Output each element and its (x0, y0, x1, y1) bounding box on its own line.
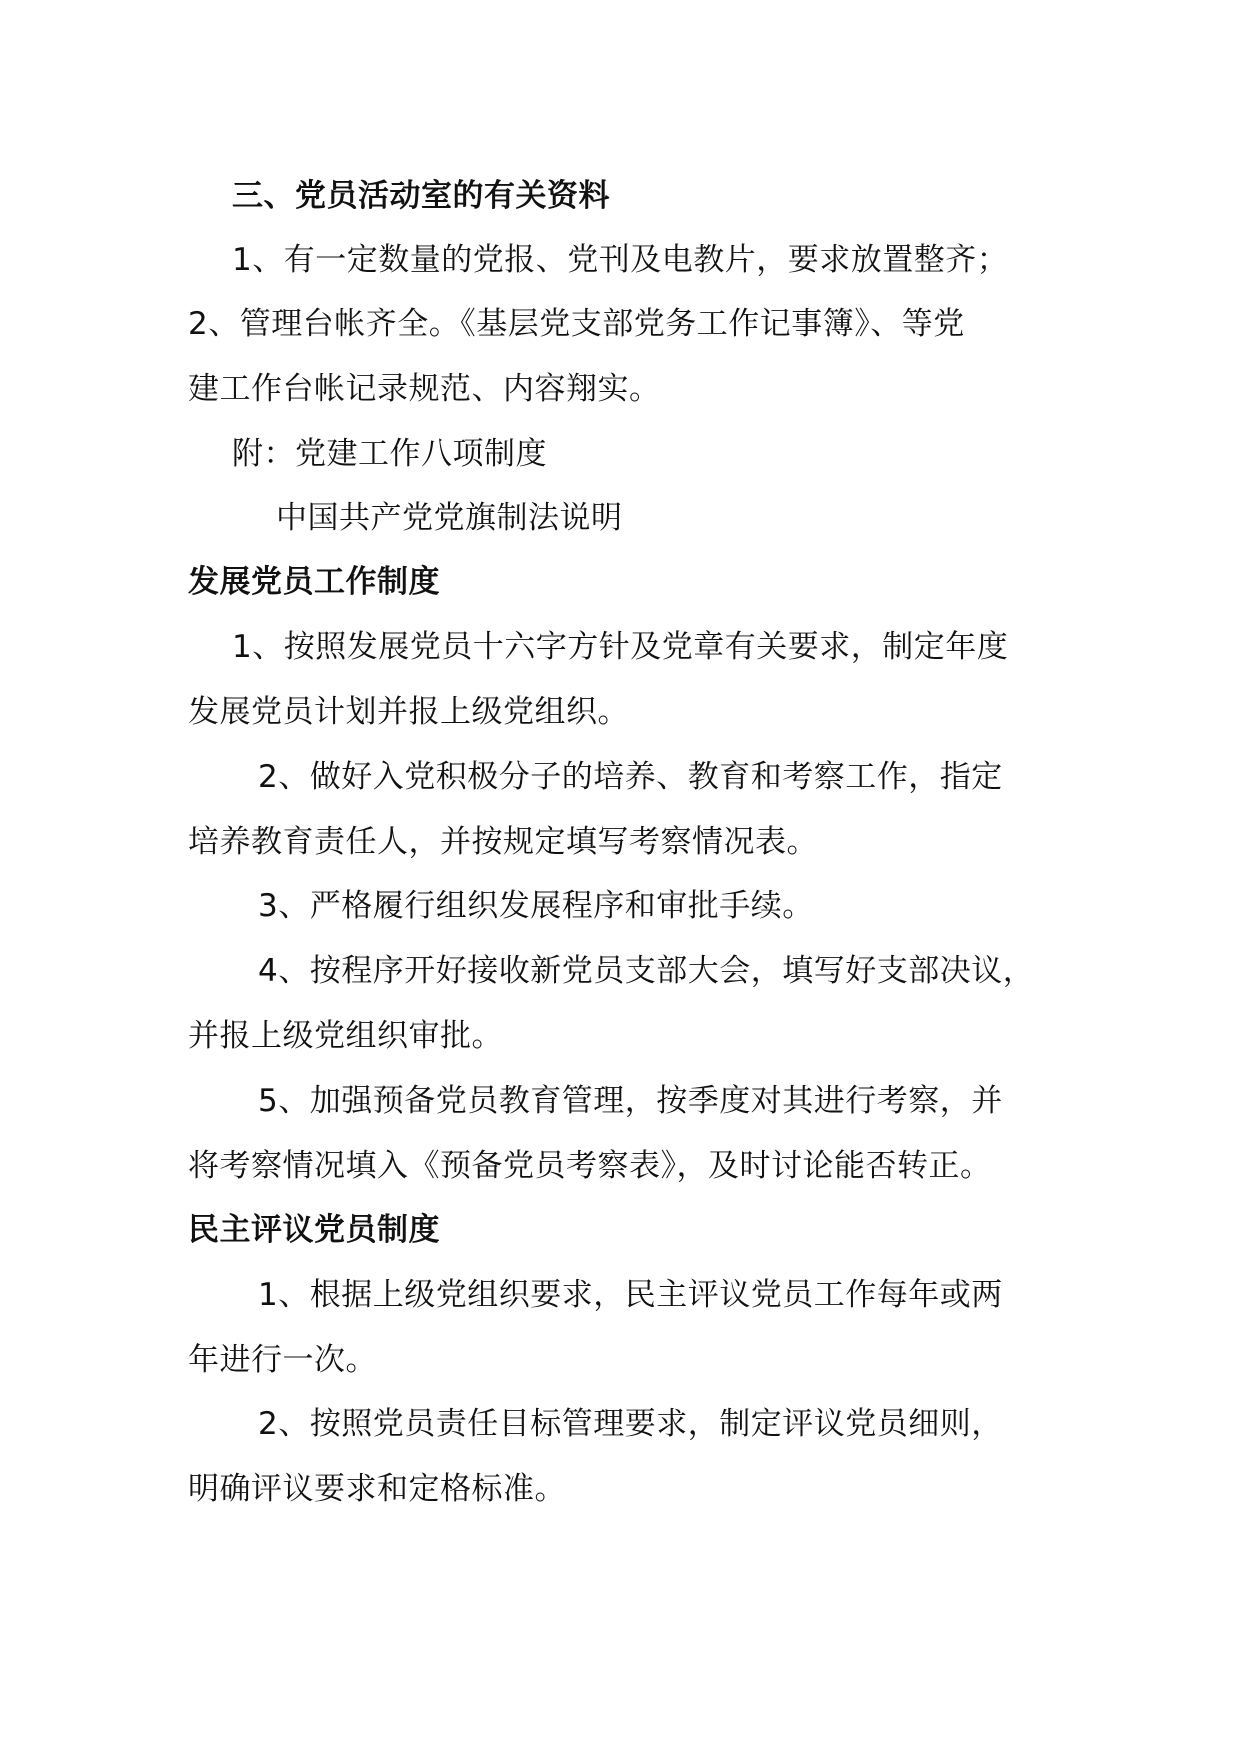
review-p1-line1: 1、根据上级党组织要求，民主评议党员工作每年或两 (258, 1277, 1003, 1313)
attachment-item: 中国共产党党旗制法说明 (276, 500, 623, 536)
development-p4-line2: 并报上级党组织审批。 (188, 1018, 503, 1054)
development-p2-line1: 2、做好入党积极分子的培养、教育和考察工作，指定 (258, 759, 1003, 795)
review-p2-line2: 明确评议要求和定格标准。 (188, 1471, 566, 1507)
development-p5-line1: 5、加强预备党员教育管理，按季度对其进行考察，并 (258, 1083, 1003, 1119)
development-p2-line2: 培养教育责任人，并按规定填写考察情况表。 (188, 824, 818, 860)
section3-heading: 三、党员活动室的有关资料 (232, 178, 610, 214)
section3-item1: 1、有一定数量的党报、党刊及电教片，要求放置整齐； (232, 242, 1009, 278)
section3-item2-line1: 2、管理台帐齐全。《基层党支部党务工作记事簿》、等党 (188, 306, 965, 342)
development-p4-line1: 4、按程序开好接收新党员支部大会，填写好支部决议， (258, 953, 1035, 989)
section3-item2-line2: 建工作台帐记录规范、内容翔实。 (188, 371, 661, 407)
development-p5-line2: 将考察情况填入《预备党员考察表》，及时讨论能否转正。 (188, 1148, 992, 1184)
review-p2-line1: 2、按照党员责任目标管理要求，制定评议党员细则， (258, 1406, 1003, 1442)
development-p1-line2: 发展党员计划并报上级党组织。 (188, 694, 629, 730)
review-p1-line2: 年进行一次。 (188, 1342, 377, 1378)
review-title: 民主评议党员制度 (188, 1212, 440, 1248)
development-title: 发展党员工作制度 (188, 564, 440, 600)
attachment-label: 附：党建工作八项制度 (232, 436, 547, 472)
development-p3-line1: 3、严格履行组织发展程序和审批手续。 (258, 888, 814, 924)
development-p1-line1: 1、按照发展党员十六字方针及党章有关要求，制定年度 (232, 629, 1009, 665)
